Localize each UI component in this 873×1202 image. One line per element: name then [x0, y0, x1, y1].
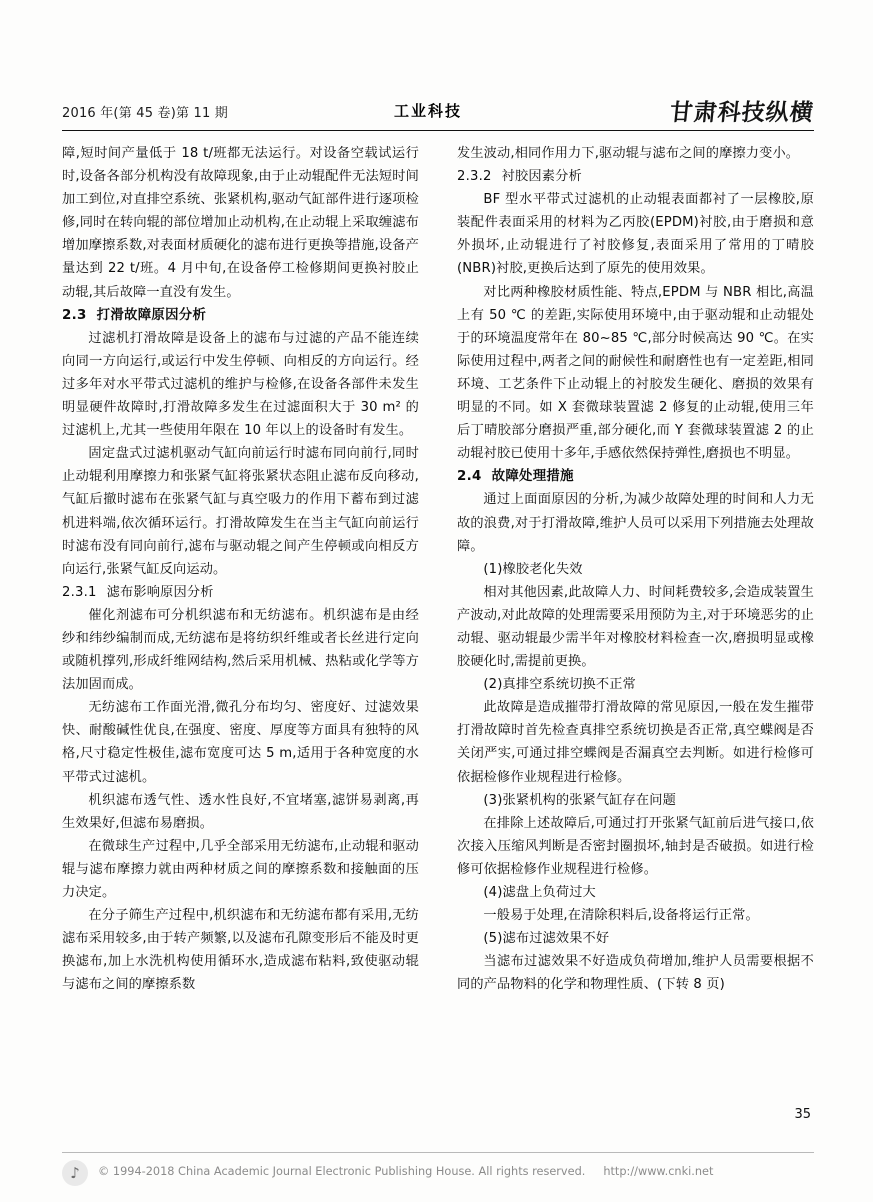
- paragraph: 催化剂滤布可分机织滤布和无纺滤布。机织滤布是由经纱和纬纱编制而成,无纺滤布是将纺织纤维或者长丝进行定向或随机撑列,形成纤维网结构,然后采用机械、热粘或化学等方法加固而成。: [62, 607, 419, 693]
- page-footer: [62, 1158, 814, 1192]
- section-title-text: 故障处理措施: [491, 469, 574, 485]
- paragraph: 障,短时间产量低于 18 t/班都无法运行。对设备空载试运行时,设备各部分机构没有故障现象,由于止动辊配件无法短时间加工到位,对直排空系统、张紧机构,驱动气缸部件进行逐项检修,同时在转向辊的部位增加止动机构,在止动辊上采取缠滤布增加摩擦系数,对表面材质硬化的滤布进行更换等措施,设备产量达到 22 t/班。4 月中旬,在设备停工检修期间更换衬胶止动辊,其后故障一直没有发生。: [62, 146, 419, 300]
- paragraph: 过滤机打滑故障是设备上的滤布与过滤的产品不能连续向同一方向运行,或运行中发生停顿、向相反的方向运行。经过多年对水平带式过滤机的维护与检修,在设备各部件未发生明显硬件故障时,打滑故障多发生在过滤面积大于 30 m² 的过滤机上,尤其一些使用年限在 10 年以上的设备时有发生。: [62, 330, 419, 439]
- page-header: [62, 98, 814, 128]
- subsection-heading-2-3-1: [62, 581, 419, 604]
- section-number: 2.4: [457, 469, 482, 485]
- subsection-title-text: 衬胶因素分析: [501, 169, 582, 185]
- subsection-number: 2.3.1: [62, 584, 97, 600]
- journal-logo: 甘肃科技纵横: [668, 99, 816, 126]
- paragraph: 在排除上述故障后,可通过打开张紧气缸前后进气接口,依次接入压缩风判断是否密封圈损坏,轴封是否破损。如进行检修可依据检修作业规程进行检修。: [457, 815, 814, 877]
- section-number: 2.3: [62, 307, 87, 323]
- paragraph: 对比两种橡胶材质性能、特点,EPDM 与 NBR 相比,高温上有 50 ℃ 的差距,实际使用环境中,由于驱动辊和止动辊处于的环境温度常年在 80~85 ℃,部分时候高达 90 ℃。在实际使用过程中,两者之间的耐候性和耐磨性也有一定差距,相同环境、工艺条件下止动辊上的衬胶发生硬化、磨损的效果有明显的不同。如 X 套微球装置滤 2 修复的止动辊,使用三年后丁晴胶部分磨损严重,部分硬化,而 Y 套微球装置滤 2 的止动辊衬胶已使用十多年,手感依然保持弹性,磨损也不明显。: [457, 284, 814, 462]
- section-title: 工业科技: [394, 102, 463, 120]
- cnki-url: http://www.cnki.net: [603, 1165, 714, 1178]
- journal-issue-info: 2016 年(第 45 卷)第 11 期: [62, 106, 228, 121]
- paragraph: 在分子筛生产过程中,机织滤布和无纺滤布都有采用,无纺滤布采用较多,由于转产频繁,以及滤布孔隙变形后不能及时更换滤布,加上水洗机构使用循环水,造成滤布粘料,致使驱动辊与滤布之间的摩擦系数: [62, 908, 419, 993]
- paragraph: 机织滤布透气性、透水性良好,不宜堵塞,滤饼易剥离,再生效果好,但滤布易磨损。: [62, 792, 419, 831]
- list-item: (5)滤布过滤效果不好: [483, 931, 610, 947]
- list-item: (3)张紧机构的张紧气缸存在问题: [483, 792, 676, 808]
- subsection-heading-2-3-2: [457, 165, 814, 188]
- list-item: (4)滤盘上负荷过大: [483, 885, 596, 900]
- copyright-text: © 1994-2018 China Academic Journal Electronic Publishing House. All rights reserved.: [98, 1165, 586, 1178]
- copyright-notice: [98, 1165, 713, 1178]
- header-divider: [62, 130, 814, 131]
- paragraph: 一般易于处理,在清除积料后,设备将运行正常。: [483, 908, 759, 924]
- paragraph: 通过上面面原因的分析,为减少故障处理的时间和人力无故的浪费,对于打滑故障,维护人员可以采用下列措施去处理故障。: [457, 492, 814, 554]
- page-number: 35: [794, 1107, 811, 1122]
- paragraph: 当滤布过滤效果不好造成负荷增加,维护人员需要根据不同的产品物料的化学和物理性质、(下转 8 页): [457, 954, 814, 993]
- subsection-number: 2.3.2: [457, 169, 492, 185]
- paragraph: 在微球生产过程中,几乎全部采用无纺滤布,止动辊和驱动辊与滤布摩擦力就由两种材质之间的摩擦系数和接触面的压力决定。: [62, 838, 419, 900]
- left-column: [62, 142, 419, 996]
- paragraph: 此故障是造成摧带打滑故障的常见原因,一般在发生摧带打滑故障时首先检查真排空系统切换是否正常,真空蝶阀是否关闭严实,可通过排空蝶阀是否漏真空去判断。如进行检修可依据检修作业规程进行检修。: [457, 700, 814, 785]
- list-item: (2)真排空系统切换不正常: [483, 677, 636, 693]
- section-title-text: 打滑故障原因分析: [96, 307, 207, 323]
- paragraph: 相对其他因素,此故障人力、时间耗费较多,会造成装置生产波动,对此故障的处理需要采用预防为主,对于环境恶劣的止动辊、驱动辊最少需半年对橡胶材料检查一次,磨损明显或橡胶硬化时,需提前更换。: [457, 584, 814, 670]
- subsection-title-text: 滤布影响原因分析: [106, 584, 214, 600]
- paragraph: BF 型水平带式过滤机的止动辊表面都衬了一层橡胶,原装配件表面采用的材料为乙丙胶(EPDM)衬胶,由于磨损和意外损坏,止动辊进行了衬胶修复,表面采用了常用的丁晴胶(NBR)衬胶,更换后达到了原先的使用效果。: [457, 192, 814, 277]
- section-heading-2-3: [62, 304, 419, 327]
- paragraph: 无纺滤布工作面光滑,微孔分布均匀、密度好、过滤效果快、耐酸碱性优良,在强度、密度、厚度等方面具有独特的风格,尺寸稳定性极佳,滤布宽度可达 5 m,适用于各种宽度的水平带式过滤机。: [62, 700, 419, 785]
- paragraph: 固定盘式过滤机驱动气缸向前运行时滤布同向前行,同时止动辊利用摩擦力和张紧气缸将张紧状态阻止滤布反向移动,气缸后撤时滤布在张紧气缸与真空吸力的作用下蓄布到过滤机进料端,依次循环运行。打滑故障发生在当主气缸向前运行时滤布没有同向前行,滤布与驱动辊之间产生停顿或向相反方向运行,张紧气缸反向运动。: [62, 446, 419, 577]
- section-heading-2-4: [457, 465, 814, 488]
- right-column: [457, 142, 814, 996]
- list-item: (1)橡胶老化失效: [483, 561, 583, 577]
- music-note-icon: ♪: [62, 1160, 88, 1186]
- footer-divider: [62, 1152, 814, 1153]
- paragraph: 发生波动,相同作用力下,驱动辊与滤布之间的摩擦力变小。: [457, 146, 800, 161]
